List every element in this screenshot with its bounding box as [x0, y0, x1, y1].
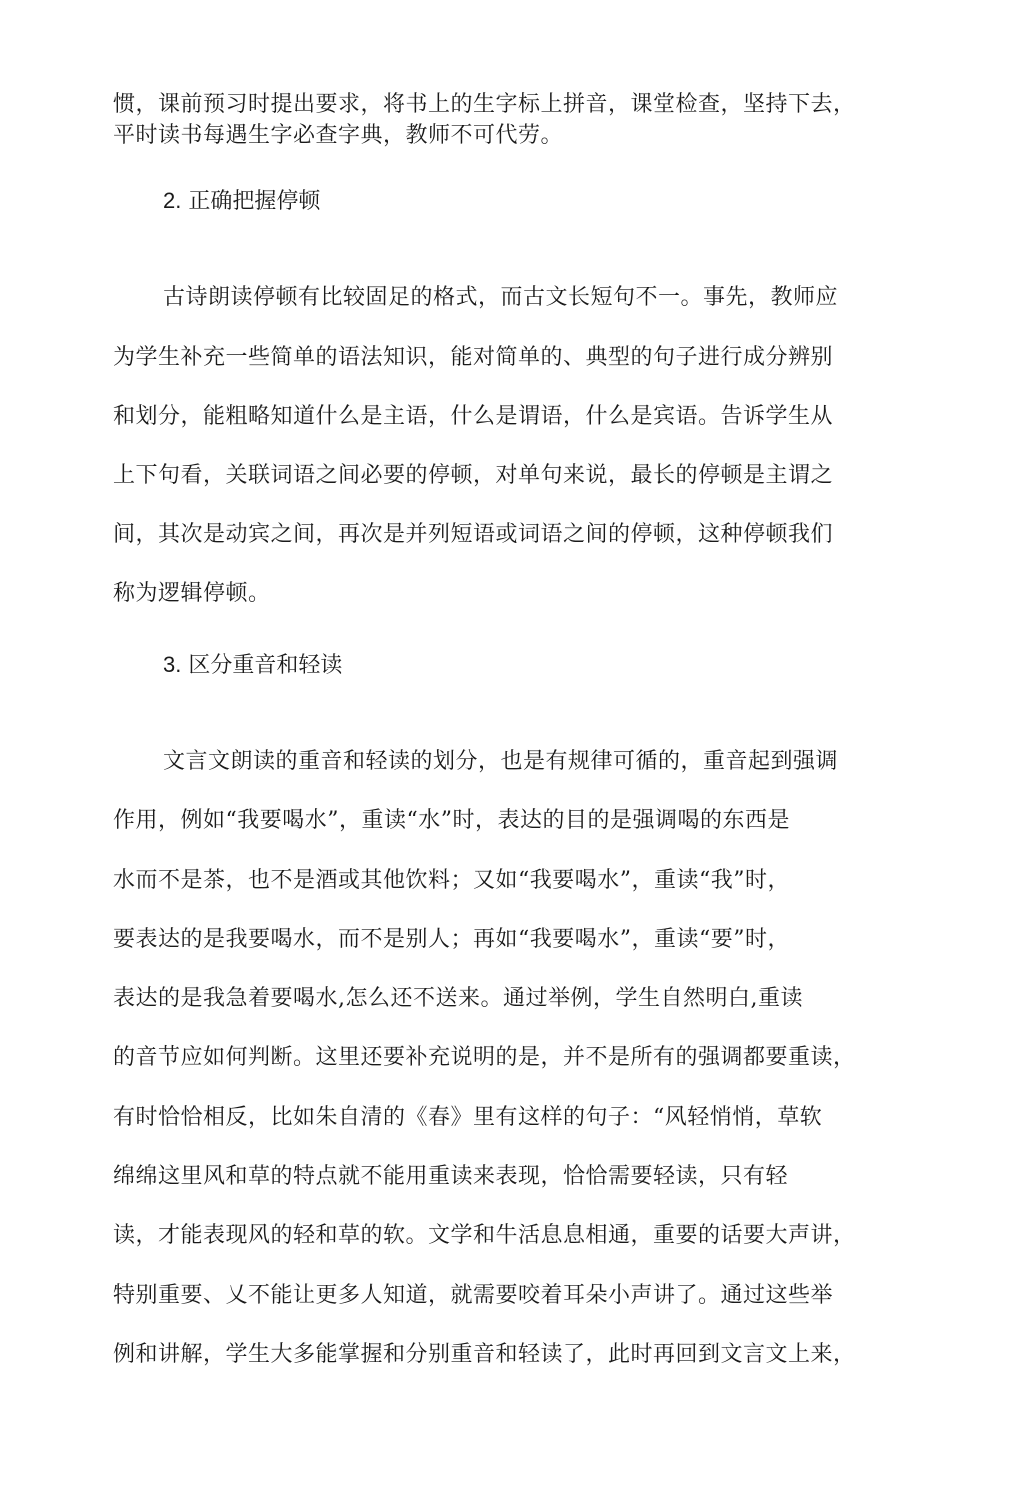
- section-title: 正确把握停顿: [188, 189, 321, 214]
- paragraph-line: 例和讲解，学生大多能掌握和分别重音和轻读了，此时再回到文言文上来，: [113, 1342, 856, 1367]
- paragraph-line: 要表达的是我要喝水，而不是别人；再如“我要喝水”，重读“要”时，: [113, 927, 790, 952]
- paragraph-line: 平时读书每遇生字必查字典，教师不可代劳。: [113, 123, 564, 148]
- paragraph-line: 古诗朗读停顿有比较固足的格式，而古文长短句不一。事先，教师应: [163, 285, 839, 310]
- section-heading-3: [163, 650, 342, 681]
- section-title: 区分重音和轻读: [188, 653, 343, 678]
- paragraph-line: 上下句看，关联词语之间必要的停顿，对单句来说，最长的停顿是主谓之: [113, 463, 834, 488]
- section-number: 3.: [163, 652, 182, 677]
- section-number: 2.: [163, 188, 182, 213]
- paragraph-line: 绵绵这里风和草的特点就不能用重读来表现，恰恰需要轻读，只有轻: [113, 1164, 789, 1189]
- paragraph-line: 水而不是茶，也不是酒或其他饮料；又如“我要喝水”，重读“我”时，: [113, 868, 790, 893]
- paragraph-line: 的音节应如何判断。这里还要补充说明的是，并不是所有的强调都要重读，: [113, 1045, 856, 1070]
- section-heading-2: [163, 186, 320, 217]
- paragraph-line: 有时恰恰相反，比如朱自清的《春》里有这样的句子：“风轻悄悄，草软: [113, 1105, 823, 1130]
- paragraph-line: 为学生补充一些简单的语法知识，能对简单的、典型的句子进行成分辨别: [113, 345, 834, 370]
- paragraph-line: 特别重要、乂不能让更多人知道，就需要咬着耳朵小声讲了。通过这些举: [113, 1283, 834, 1308]
- paragraph-line: 作用，例如“我要喝水”，重读“水”时，表达的目的是强调喝的东西是: [113, 808, 790, 833]
- paragraph-line: 惯，课前预习时提出要求，将书上的生字标上拼音，课堂检查，坚持下去，: [113, 92, 856, 117]
- paragraph-line: 表达的是我急着要喝水,怎么还不送来。通过举例，学生自然明白,重读: [113, 986, 803, 1011]
- paragraph-line: 读，才能表现风的轻和草的软。文学和牛活息息相通，重要的话要大声讲，: [113, 1223, 856, 1248]
- paragraph-line: 间，其次是动宾之间，再次是并列短语或词语之间的停顿，这种停顿我们: [113, 522, 834, 547]
- paragraph-line: 文言文朗读的重音和轻读的划分，也是有规律可循的，重音起到强调: [163, 749, 839, 774]
- paragraph-line: 和划分，能粗略知道什么是主语，什么是谓语，什么是宾语。告诉学生从: [113, 404, 834, 429]
- paragraph-line: 称为逻辑停顿。: [113, 581, 271, 606]
